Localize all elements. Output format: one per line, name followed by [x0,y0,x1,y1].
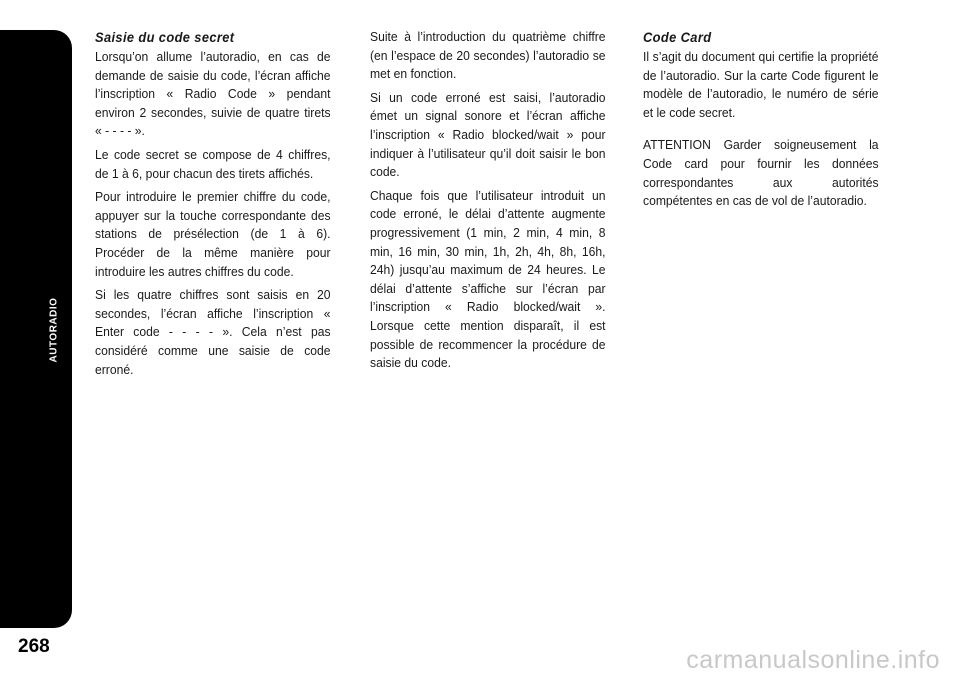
page-number: 268 [18,636,50,657]
warning-paragraph: ATTENTION Garder soigneusement la Code card pour fournir les données correspondantes aux autorités compétentes en cas de vol de l’autoradio. [643,137,879,209]
paragraph: Il s’agit du document qui certifie la propriété de l’autoradio. Sur la carte Code figurent le modèle de l’autoradio, le numéro de série et le code secret. [643,49,879,120]
paragraph: Si un code erroné est saisi, l’autoradio émet un signal sonore et l’écran affiche l’inscription « Radio blocked/wait » pour indiquer à l’utilisateur qu’il doit saisir le bon code. [370,89,606,180]
section-label: AUTORADIO [48,297,60,363]
paragraph: Le code secret se compose de 4 chiffres, de 1 à 6, pour chacun des tirets affichés. [95,146,331,181]
paragraph: Suite à l’introduction du quatrième chiffre (en l’espace de 20 secondes) l’autoradio se met en fonction. [370,29,606,82]
column-1 [95,28,331,384]
column-2 [370,28,606,378]
paragraph: Si les quatre chiffres sont saisis en 20 secondes, l’écran affiche l’inscription « Enter code - - - - ». Cela n’est pas considéré comme une saisie de code erroné. [95,287,331,377]
paragraph: Lorsqu’on allume l’autoradio, en cas de demande de saisie du code, l’écran affiche l’inscription « Radio Code » pendant environ 2 secondes, suivie de quatre tirets « - - - - ». [95,49,331,139]
paragraph: Pour introduire le premier chiffre du code, appuyer sur la touche correspondante des stations de présélection (de 1 à 6). Procéder de la même manière pour introduire les autres chiffres du code. [95,189,331,279]
heading-code-card: Code Card [643,29,712,45]
heading-secret-code: Saisie du code secret [95,29,235,45]
watermark: carmanualsonline.info [686,646,940,674]
side-tab [0,30,72,628]
paragraph: Chaque fois que l’utilisateur introduit un code erroné, le délai d’attente augmente progressivement (1 min, 2 min, 4 min, 8 min, 16 min, 30 min, 1h, 2h, 4h, 8h, 16h, 24h) jusqu’au maximum de 24 heures. Le délai d’attente s’affiche sur l’écran par l’inscription « Radio blocked/wait ». Lorsque cette mention disparaît, il est possible de recommencer la procédure de saisie du code. [370,187,606,371]
column-3 [643,28,879,216]
